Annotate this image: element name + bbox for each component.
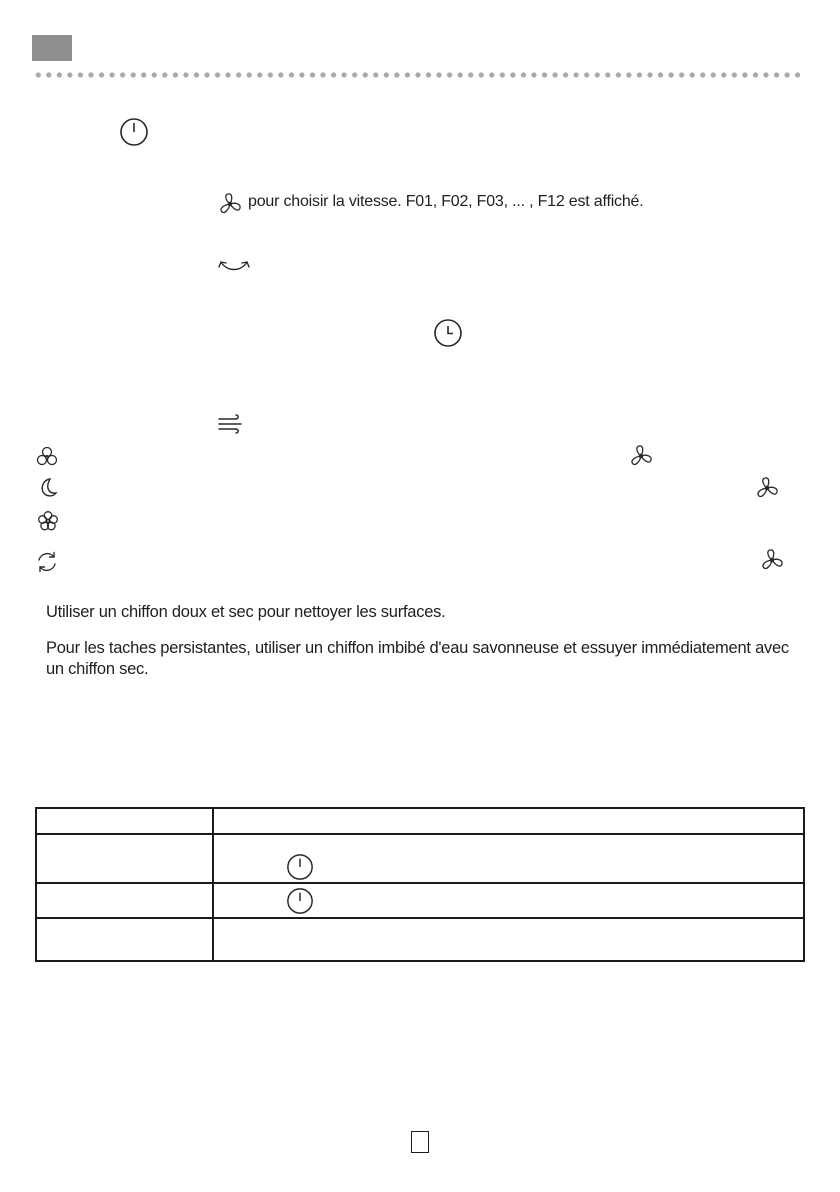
table-cell xyxy=(213,808,804,834)
table-row xyxy=(36,918,804,961)
fan-icon xyxy=(759,548,785,572)
table-cell xyxy=(36,883,213,918)
fan-icon xyxy=(754,476,780,500)
power-icon xyxy=(286,853,314,881)
troubleshooting-table xyxy=(35,807,805,962)
page-number-box xyxy=(411,1131,429,1153)
table-cell xyxy=(213,883,804,918)
table-cell xyxy=(36,834,213,883)
table-cell xyxy=(213,918,804,961)
wind-icon xyxy=(217,414,245,434)
oscillation-icon xyxy=(217,256,251,274)
table-row xyxy=(36,883,804,918)
cleaning-line-1: Utiliser un chiffon doux et sec pour nettoyer les surfaces. xyxy=(46,603,446,621)
clock-icon xyxy=(433,318,463,348)
section-header-tab xyxy=(32,35,72,61)
refresh-icon xyxy=(35,550,59,574)
table-row xyxy=(36,834,804,883)
fan-speed-instruction: pour choisir la vitesse. F01, F02, F03, ... , F12 est affiché. xyxy=(248,193,644,210)
dotted-divider xyxy=(33,71,805,79)
table-header-row xyxy=(36,808,804,834)
fan-icon xyxy=(628,444,654,468)
cleaning-line-2: Pour les taches persistantes, utiliser un chiffon imbibé d'eau savonneuse et essuyer immédiatement avec un chiffon sec. xyxy=(46,639,789,678)
moon-icon xyxy=(38,477,58,499)
power-icon xyxy=(119,117,149,147)
table-cell xyxy=(213,834,804,883)
power-icon xyxy=(286,887,314,915)
fan-icon xyxy=(217,192,243,216)
flower-fan-icon xyxy=(37,510,59,532)
table-cell xyxy=(36,918,213,961)
table-cell xyxy=(36,808,213,834)
fan-icon xyxy=(36,446,58,466)
